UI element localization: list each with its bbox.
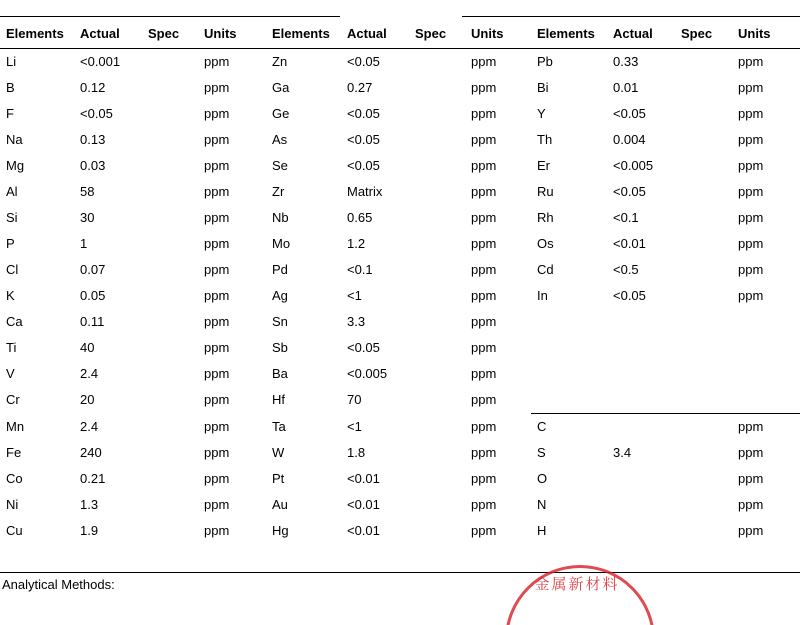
cell-spec: [409, 309, 465, 335]
cell-element: Cl: [6, 262, 19, 277]
cell-spec: [142, 179, 198, 205]
header-spec-1: Spec: [142, 20, 198, 49]
cell-actual: 1.3: [80, 497, 99, 512]
cell-spec: [675, 127, 732, 153]
header-actual-3: Actual: [607, 20, 675, 49]
cell-actual: <0.01: [613, 236, 646, 251]
header-units-1: Units: [198, 20, 266, 49]
cell-actual: <0.05: [347, 158, 380, 173]
cell-element: H: [537, 523, 547, 538]
cell-spec: [142, 283, 198, 309]
cell-spec: [142, 75, 198, 101]
cell-actual: <0.05: [613, 106, 646, 121]
cell-element: Cd: [537, 262, 554, 277]
header-spec-2: Spec: [409, 20, 465, 49]
cell-actual: <0.1: [613, 210, 639, 225]
cell-spec: [142, 101, 198, 127]
cell-actual: 1.9: [80, 523, 99, 538]
header-actual-2: Actual: [341, 20, 409, 49]
cell-spec: [675, 440, 732, 466]
cell-spec: [409, 518, 465, 544]
table-row: [0, 257, 800, 283]
cell-units: ppm: [471, 80, 497, 95]
cell-units: ppm: [204, 392, 230, 408]
cell-actual: 3.3: [347, 314, 366, 329]
header-elements-2: Elements: [266, 20, 341, 49]
cell-actual: <0.005: [347, 366, 388, 381]
cell-element: S: [537, 445, 546, 460]
cell-actual: 1.8: [347, 445, 366, 460]
cell-units: ppm: [204, 340, 230, 355]
cell-units: ppm: [471, 497, 497, 512]
analytical-methods-label: Analytical Methods:: [2, 577, 115, 592]
cell-spec: [142, 492, 198, 518]
cell-element: Pb: [537, 54, 553, 69]
cell-spec: [409, 492, 465, 518]
cell-units: ppm: [738, 184, 764, 199]
cell-actual: 58: [80, 184, 95, 199]
table-row: [0, 101, 800, 127]
cell-element: Sb: [272, 340, 288, 355]
cell-element: Ru: [537, 184, 554, 199]
cell-units: ppm: [738, 497, 764, 512]
cell-element: Zn: [272, 54, 288, 69]
cell-element: Au: [272, 497, 288, 512]
cell-actual: <0.05: [80, 106, 113, 121]
table-row: [0, 440, 800, 466]
cell-element: Ga: [272, 80, 290, 95]
cell-element: N: [537, 497, 547, 512]
cell-actual: 0.11: [80, 314, 105, 329]
cell-units: [732, 361, 800, 387]
cell-units: ppm: [204, 158, 230, 173]
cell-element: Nb: [272, 210, 289, 225]
cell-spec: [142, 309, 198, 335]
cell-element: Sn: [272, 314, 288, 329]
cell-actual: 3.4: [613, 445, 632, 460]
cell-spec: [142, 153, 198, 179]
cell-actual: 0.03: [80, 158, 106, 173]
cell-units: ppm: [471, 288, 497, 303]
cell-actual: <0.001: [80, 54, 121, 69]
cell-spec: [675, 257, 732, 283]
cell-units: ppm: [204, 132, 230, 147]
table-row: [0, 361, 800, 387]
cell-spec: [409, 127, 465, 153]
cell-units: ppm: [204, 80, 230, 95]
cell-actual: Matrix: [347, 184, 383, 199]
cell-units: ppm: [732, 414, 800, 441]
cell-element: Mo: [272, 236, 291, 251]
cell-spec: [142, 361, 198, 387]
cell-units: ppm: [471, 158, 497, 173]
cell-actual: 0.65: [347, 210, 373, 225]
cell-actual: <0.05: [347, 132, 380, 147]
cell-element: [531, 335, 607, 361]
cell-units: ppm: [204, 54, 230, 69]
cell-actual: <0.01: [347, 497, 380, 512]
header-elements-3: Elements: [531, 20, 607, 49]
header-elements-1: Elements: [0, 20, 74, 49]
cell-actual: <0.1: [347, 262, 373, 277]
cell-spec: [675, 205, 732, 231]
cell-spec: [409, 361, 465, 387]
table-row: [0, 466, 800, 492]
cell-element: Ti: [6, 340, 17, 355]
table-row: [0, 127, 800, 153]
cell-element: Ta: [272, 418, 286, 434]
cell-units: ppm: [204, 236, 230, 251]
cell-spec: [675, 492, 732, 518]
cell-element: Pt: [272, 471, 285, 486]
header-actual-1: Actual: [74, 20, 142, 49]
cell-spec: [409, 205, 465, 231]
table-row: [0, 49, 800, 76]
cell-actual: <0.05: [347, 106, 380, 121]
table-row: [0, 387, 800, 414]
cell-units: ppm: [471, 471, 497, 486]
cell-units: ppm: [204, 418, 230, 434]
cell-element: Cu: [6, 523, 23, 538]
cell-actual: 0.01: [613, 80, 639, 95]
cell-units: ppm: [471, 418, 497, 434]
cell-spec: [142, 335, 198, 361]
cell-units: [732, 309, 800, 335]
cell-units: ppm: [204, 106, 230, 121]
cell-actual: <1: [347, 418, 362, 434]
cell-spec: [409, 414, 465, 441]
table-row: [0, 75, 800, 101]
cell-spec: [675, 466, 732, 492]
cell-element: W: [272, 445, 285, 460]
cell-element: Al: [6, 184, 18, 199]
cell-spec: [409, 335, 465, 361]
cell-actual: 0.33: [613, 54, 639, 69]
cell-element: B: [6, 80, 15, 95]
header-row: [0, 20, 800, 49]
cell-spec: [142, 127, 198, 153]
cell-units: ppm: [471, 236, 497, 251]
cell-units: ppm: [738, 288, 764, 303]
cell-units: ppm: [204, 262, 230, 277]
cell-actual: [607, 492, 675, 518]
cell-spec: [142, 440, 198, 466]
cell-element: Na: [6, 132, 23, 147]
cell-units: ppm: [738, 210, 764, 225]
table-row: [0, 309, 800, 335]
cell-spec: [409, 257, 465, 283]
cell-element: Er: [537, 158, 550, 173]
cell-element: Hf: [272, 392, 285, 408]
table-row: [0, 205, 800, 231]
cell-actual: <0.05: [613, 288, 646, 303]
cell-element: Y: [537, 106, 546, 121]
cell-actual: 30: [80, 210, 95, 225]
cell-element: As: [272, 132, 288, 147]
cell-spec: [675, 361, 732, 387]
cell-units: ppm: [204, 471, 230, 486]
table-row: [0, 153, 800, 179]
cell-element: Ba: [272, 366, 288, 381]
cell-element: Hg: [272, 523, 289, 538]
cell-spec: [675, 309, 732, 335]
cell-actual: <0.01: [347, 471, 380, 486]
cell-units: ppm: [471, 392, 497, 408]
cell-spec: [409, 440, 465, 466]
table-header: [0, 20, 800, 49]
cell-actual: 1.2: [347, 236, 366, 251]
header-units-3: Units: [732, 20, 800, 49]
cell-spec: [675, 414, 732, 441]
cell-spec: [409, 231, 465, 257]
cell-spec: [675, 518, 732, 544]
cell-element: Si: [6, 210, 18, 225]
cell-element: Mn: [6, 418, 25, 434]
header-spec-3: Spec: [675, 20, 732, 49]
cell-spec: [675, 335, 732, 361]
cell-units: ppm: [471, 132, 497, 147]
cell-units: ppm: [738, 54, 764, 69]
cell-element: [531, 361, 607, 387]
cell-spec: [409, 179, 465, 205]
cell-spec: [142, 466, 198, 492]
cell-actual: <0.05: [613, 184, 646, 199]
cell-element: Os: [537, 236, 554, 251]
cell-units: ppm: [738, 262, 764, 277]
cell-units: ppm: [738, 158, 764, 173]
cell-element: Bi: [537, 80, 549, 95]
cell-actual: 0.21: [80, 471, 106, 486]
cell-element: Li: [6, 54, 17, 69]
cell-units: ppm: [204, 184, 230, 199]
cell-units: ppm: [204, 314, 230, 329]
top-rule-left: [0, 16, 340, 17]
cell-units: [732, 335, 800, 361]
cell-actual: 1: [80, 236, 88, 251]
cell-units: ppm: [471, 340, 497, 355]
cell-actual: 0.13: [80, 132, 106, 147]
cell-element: Ca: [6, 314, 23, 329]
cell-element: Mg: [6, 158, 25, 173]
cell-spec: [675, 387, 732, 414]
cell-units: ppm: [738, 132, 764, 147]
cell-units: ppm: [204, 523, 230, 538]
cell-actual: [607, 335, 675, 361]
cell-actual: <0.5: [613, 262, 639, 277]
cell-spec: [675, 153, 732, 179]
cell-element: [531, 387, 607, 414]
cell-spec: [142, 414, 198, 441]
cell-element: Th: [537, 132, 553, 147]
cell-actual: 0.004: [613, 132, 646, 147]
cell-actual: <1: [347, 288, 362, 303]
cell-units: ppm: [204, 288, 230, 303]
cell-spec: [675, 283, 732, 309]
cell-actual: 0.12: [80, 80, 106, 95]
cell-actual: 2.4: [80, 418, 99, 434]
cell-units: [732, 387, 800, 414]
footer-bar: [0, 572, 800, 600]
cell-units: ppm: [738, 445, 764, 460]
cell-spec: [409, 283, 465, 309]
cell-units: ppm: [204, 445, 230, 460]
cell-units: ppm: [738, 523, 764, 538]
cell-element: O: [537, 471, 548, 486]
cell-element: Pd: [272, 262, 288, 277]
cell-element: Ag: [272, 288, 288, 303]
cell-actual: [607, 387, 675, 414]
cell-units: ppm: [471, 445, 497, 460]
cell-spec: [409, 49, 465, 76]
cell-actual: 70: [347, 392, 362, 408]
cell-spec: [409, 387, 465, 414]
cell-units: ppm: [471, 366, 497, 381]
table-row: [0, 283, 800, 309]
table-row: [0, 335, 800, 361]
cell-spec: [142, 49, 198, 76]
cell-element: Se: [272, 158, 288, 173]
header-units-2: Units: [465, 20, 531, 49]
cell-units: ppm: [471, 184, 497, 199]
cell-spec: [142, 257, 198, 283]
cell-spec: [675, 75, 732, 101]
cell-units: ppm: [471, 210, 497, 225]
cell-spec: [409, 101, 465, 127]
cell-units: ppm: [738, 106, 764, 121]
table-body: [0, 49, 800, 545]
cell-actual: [607, 361, 675, 387]
cell-spec: [675, 49, 732, 76]
cell-element: F: [6, 106, 14, 121]
top-rule-right: [462, 16, 800, 17]
cell-actual: [607, 518, 675, 544]
cell-actual: <0.005: [613, 158, 654, 173]
elements-table: [0, 20, 800, 544]
cell-element: Ge: [272, 106, 290, 121]
cell-actual: 0.07: [80, 262, 106, 277]
cell-element: V: [6, 366, 15, 381]
cell-actual: 2.4: [80, 366, 99, 381]
cell-units: ppm: [471, 54, 497, 69]
cell-actual: <0.05: [347, 340, 380, 355]
cell-actual: 240: [80, 445, 102, 460]
cell-spec: [142, 387, 198, 414]
cell-element: Ni: [6, 497, 19, 512]
cell-actual: 40: [80, 340, 95, 355]
table-row: [0, 179, 800, 205]
cell-spec: [142, 205, 198, 231]
table-row: [0, 231, 800, 257]
cell-actual: 0.05: [80, 288, 106, 303]
cell-element: In: [537, 288, 548, 303]
cell-element: [531, 309, 607, 335]
cell-actual: 0.27: [347, 80, 373, 95]
cell-actual: [607, 414, 675, 441]
cell-actual: [607, 309, 675, 335]
cell-units: ppm: [471, 523, 497, 538]
cell-units: ppm: [204, 210, 230, 225]
cell-units: ppm: [471, 314, 497, 329]
cell-spec: [142, 231, 198, 257]
cell-element: Fe: [6, 445, 22, 460]
cell-actual: <0.05: [347, 54, 380, 69]
cell-spec: [409, 75, 465, 101]
cell-spec: [675, 101, 732, 127]
cell-spec: [142, 518, 198, 544]
seal-text: 金属新材料: [534, 575, 620, 593]
cell-element: P: [6, 236, 15, 251]
analysis-sheet: [0, 20, 800, 544]
cell-spec: [409, 153, 465, 179]
cell-units: ppm: [738, 471, 764, 486]
table-row: [0, 492, 800, 518]
cell-spec: [675, 231, 732, 257]
cell-element: Cr: [6, 392, 20, 408]
cell-element: Rh: [537, 210, 554, 225]
cell-element: Zr: [272, 184, 285, 199]
cell-actual: 20: [80, 392, 95, 408]
cell-units: ppm: [204, 497, 230, 512]
cell-element: Co: [6, 471, 23, 486]
cell-actual: <0.01: [347, 523, 380, 538]
top-rules: [0, 0, 800, 20]
cell-units: ppm: [471, 106, 497, 121]
cell-units: ppm: [204, 366, 230, 381]
cell-units: ppm: [471, 262, 497, 277]
cell-actual: [607, 466, 675, 492]
cell-element: C: [531, 414, 607, 441]
cell-spec: [409, 466, 465, 492]
cell-element: K: [6, 288, 15, 303]
table-row: [0, 414, 800, 441]
cell-units: ppm: [738, 80, 764, 95]
cell-units: ppm: [738, 236, 764, 251]
cell-spec: [675, 179, 732, 205]
table-row: [0, 518, 800, 544]
